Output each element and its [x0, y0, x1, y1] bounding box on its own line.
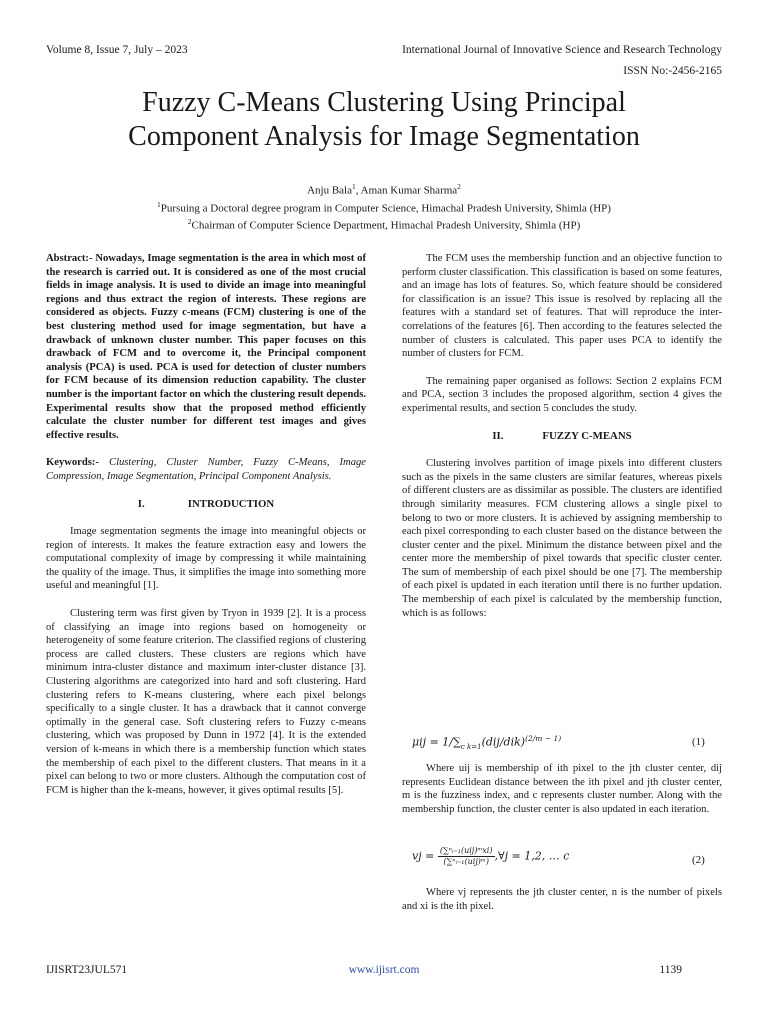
right-column-end — [402, 886, 722, 913]
section-heading-introduction: I. INTRODUCTION — [137, 497, 275, 510]
journal-url-link[interactable]: www.ijisrt.com — [348, 964, 420, 976]
volume-info: Volume 8, Issue 7, July – 2023 — [46, 44, 188, 56]
equation-1-number: (1) — [692, 736, 705, 748]
title-line-2: Component Analysis for Image Segmentation — [128, 121, 640, 152]
issn: ISSN No:-2456-2165 — [623, 65, 722, 77]
left-column — [46, 252, 366, 797]
affiliation-2: $^2$Chairman of Computer Science Department, Himachal Pradesh University, Shimla (HP) — [187, 217, 581, 232]
equation-2: vj = $\frac{\text{(∑ⁿᵢ₌₁(uij)ᵐxi)}}{\text{(∑ⁿᵢ₌₁(uij)ᵐ)}}$ ,∀j = 1,2, … c — [412, 846, 570, 866]
journal-name: International Journal of Innovative Science and Research Technology — [402, 44, 722, 56]
abstract: Abstract:- Nowadays, Image segmentation is the area in which most of the research is carried out. It is considered as one of the most crucial fields in image analysis. It is used to divide an image into meaningful regions and thus extract the region of interests. These regions are considered as objects. Fuzzy c-means (FCM) clustering is one of the best clustering method used for image segmentation, but have a drawback of unknown cluster number. This paper focuses on this drawback of FCM and to overcome it, the Principal component analysis (PCA) is used. PCA is used for detection of cluster numbers for FCM because of its dimension reduction capability. The cluster number is the important factor on which the clustering result depends. Experimental results show that the proposed method efficiently calculate the cluster number for different test images and gives effective results. — [46, 253, 366, 441]
paper-title — [0, 86, 768, 154]
right-column-continued — [402, 762, 722, 816]
intro-paragraph-1: Image segmentation segments the image into meaningful objects or region of interests. It makes the feature extraction easy and lowers the computational complexity of image by compressing it while maintaining the quality of the image. Thus, it simplifies the image into something more useful and meaningful [1]. — [46, 526, 366, 592]
paper-id: IJISRT23JUL571 — [46, 964, 128, 976]
affiliation-1: $^1$Pursuing a Doctoral degree program in Computer Science, Himachal Pradesh University, Shimla (HP) — [157, 199, 611, 215]
right-paragraph-1: The FCM uses the membership function and an objective function to perform cluster classification. This classification is based on some features, and an image has lots of features. So, which feature should be considered for classification is an issue? This issue is resolved by replacing all the features with a standard set of features. That will reproduce the inter-correlations of the features [6]. Then according to the features selected the number of clusters is calculated. This paper uses PCA to identify the number of clusters for FCM. — [402, 253, 722, 360]
title-line-1: Fuzzy C-Means Clustering Using Principal — [142, 87, 626, 118]
section-heading-fcm: II. FUZZY C-MEANS — [492, 429, 632, 442]
fcm-paragraph-1: Clustering involves partition of image pixels into different clusters such as the pixels in the same clusters are similar features, whereas pixels of different clusters are as dissimilar as possible. The clusters are identified through similarity measures. FCM clustering allows a single pixel to belong to two or more clusters. It is achieved by assigning membership to each pixel corresponding to each cluster based on the distance between the cluster center and the pixel. Minimum the distance between pixel and the center more the membership of pixel towards that specific cluster center. The sum of membership of each pixel should be one [7]. The membership of each pixel is updated in each iteration until there is no further updation. The membership of each pixel is calculated by the membership function, which is as follows: — [402, 458, 722, 619]
equation-2-number: (2) — [692, 854, 705, 866]
right-paragraph-2: The remaining paper organised as follows: Section 2 explains FCM and PCA, section 3 includes the proposed algorithm, section 4 gives the experimental results, and section 5 concludes the study. — [402, 375, 722, 414]
fcm-paragraph-3: Where vj represents the jth cluster center, n is the number of pixels and xi is the ith pixel. — [402, 887, 722, 912]
equation-1: $\mu ij = 1/\sum_{c k=1}(dij/dik)^{(2/m - 1)}$ — [412, 734, 562, 751]
right-column — [402, 252, 722, 620]
author-names: Anju Bala$^1$, Aman Kumar Sharma$^2$ — [307, 182, 461, 197]
keywords: Keywords:- Clustering, Cluster Number, Fuzzy C-Means, Image Compression, Image Segmentation, Principal Component Analysis. — [46, 457, 366, 482]
intro-paragraph-2: Clustering term was first given by Tryon in 1939 [2]. It is a process of classifying an image into regions based on homogeneity or heterogeneity of some feature criterion. The classified regions of clustering process are called clusters. These clusters are regions which have minimum intra-cluster distance and maximum inter-cluster distance [3]. Clustering algorithms are categorized into hard and soft clustering. Hard clustering refers to K-means clustering, where each pixel belongs specifically to a single cluster. It has a drawback that it cannot converge optimally in the general case. Soft clustering refers to Fuzzy c-means clustering, which was proposed by Dunn in 1972 [4]. It is the extended version of k-means in which there is a membership function which states the membership of each pixel to the different clusters. That means in it a pixel can belong to two or more clusters. Although the computation cost of FCM is higher than the k-means, however, it gives optimal results [5]. — [46, 608, 366, 796]
page-number: 1139 — [659, 964, 682, 976]
author-block — [0, 180, 768, 233]
fcm-paragraph-2: Where uij is membership of ith pixel to the jth cluster center, dij represents Euclidean distance between the ith pixel and jth cluster center, m is the fuzziness index, and c represents cluster number. Along with the membership function, the cluster center is also updated in each iteration. — [402, 763, 722, 815]
